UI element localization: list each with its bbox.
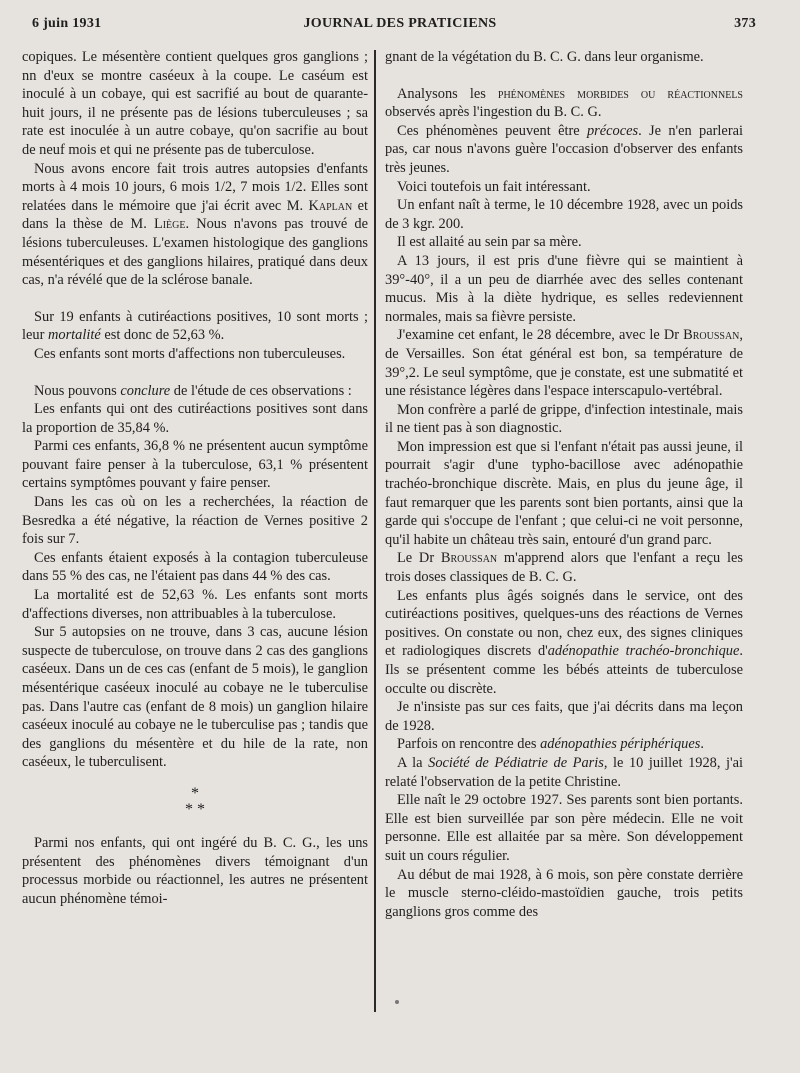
header-journal-title: JOURNAL DES PRATICIENS: [303, 16, 497, 31]
paragraph: Voici toutefois un fait intéressant.: [397, 178, 591, 195]
paragraph: copiques. Le mésentère contient quelques gros ganglions ; nn d'eux se montre caséeux à la coupe. Le caséum est inoculé à un cobaye, qui est sacrifié au bout de quarante-huit jours, il ne présente pas de lésions tuberculeuses ; sa rate est inoculée à un autre cobaye, qu'on sacrifie au bout de neuf mois et qui ne présente pas de tuberculose.: [22, 49, 368, 158]
emphasis: mortalité: [47, 327, 101, 344]
paragraph: J'examine cet enfant, le 28 décembre, avec le Dr Broussan, de Versailles. Son état général est bon, sa température de 39°,2. Le seul symptôme, que je constate, est une submatité et une résistance légères dans l'espace interscapulo-vertébral.: [385, 327, 743, 400]
print-speck: [395, 1000, 399, 1004]
spacer: [22, 364, 368, 382]
spacer: [385, 67, 743, 85]
header-date: 6 juin 1931: [32, 16, 102, 31]
paragraph: Analysons les phénomènes morbides ou réactionnels observés après l'ingestion du B. C. G.: [385, 85, 743, 121]
paragraph: gnant de la végétation du B. C. G. dans leur organisme.: [385, 49, 704, 65]
section-heading-inline: phénomènes morbides ou réactionnels: [497, 85, 743, 102]
paragraph: Au début de mai 1928, à 6 mois, son père constate derrière le muscle sterno-cléido-mastoïdien gauche, trois petits ganglions gros comme des: [385, 866, 743, 920]
paragraph: A 13 jours, il est pris d'une fièvre qui se maintient à 39°-40°, il a un peu de diarrhée avec des selles contenant mucus. Mis à la diète hydrique, es selles redeviennent normales, mais sa fièvre persiste.: [385, 252, 743, 325]
emphasis: adénopathie trachéo-bronchique: [547, 643, 740, 660]
left-column: [22, 48, 368, 908]
section-separator: [22, 786, 368, 818]
separator-stars: * *: [185, 800, 205, 818]
right-column: [385, 48, 743, 921]
paragraph: Parmi ces enfants, 36,8 % ne présentent aucun symptôme pouvant faire penser à la tuberculose, 63,1 % présentent certains symptômes pouvant y faire penser.: [22, 438, 368, 492]
paragraph: Parfois on rencontre des adénopathies périphériques.: [397, 736, 704, 753]
paragraph: Sur 5 autopsies on ne trouve, dans 3 cas, aucune lésion suspecte de tuberculose, on trouve dans 2 cas des ganglions caséeux. Dans un de ces cas (enfant de 5 mois), le ganglion mésentérique caséeux inoculé au cobaye ne le tuberculise pas. Dans l'autre cas (enfant de 8 mois) un ganglion hilaire caséeux inoculé au cobaye ne le tuberculise pas ; tandis que des ganglions du mésentère et du hile de la rate, non caséeux, le tuberculisent.: [22, 624, 368, 771]
separator-star: *: [191, 784, 199, 802]
doctor-name: Broussan: [440, 550, 498, 567]
paragraph: Mon confrère a parlé de grippe, d'infection intestinale, mais il ne tient pas à son diagnostic.: [385, 401, 743, 437]
column-divider: [374, 50, 376, 1012]
paragraph: Parmi nos enfants, qui ont ingéré du B. C. G., les uns présentent des phénomènes divers témoignant d'un processus morbide ou réactionnel, les autres ne présentent aucun phénomène témoi-: [22, 834, 368, 907]
paragraph: Les enfants plus âgés soignés dans le service, ont des cutiréactions positives, quelques-uns des réactions de Vernes positives. On constate ou non, chez eux, des signes cliniques et radiologiques discrets d'adénopathie trachéo-bronchique. Ils se présentent comme les bébés atteints de tuberculose occulte ou discrète.: [385, 587, 743, 697]
emphasis: conclure: [120, 382, 171, 399]
doctor-name: Broussan: [683, 327, 740, 344]
paragraph: Nous pouvons conclure de l'étude de ces observations :: [34, 382, 352, 399]
emphasis: Société de Pédiatrie de Paris: [428, 754, 604, 771]
paragraph: Ces enfants étaient exposés à la contagion tuberculeuse dans 55 % des cas, ne l'étaient pas dans 44 % des cas.: [22, 549, 368, 585]
emphasis: adénopathies périphériques: [540, 736, 701, 753]
paragraph: Dans les cas où on les a recherchées, la réaction de Besredka a été négative, la réaction de Vernes positive 2 fois sur 7.: [22, 494, 368, 548]
paragraph: Nous avons encore fait trois autres autopsies d'enfants morts à 4 mois 10 jours, 6 mois 1/2, 7 mois 1/2. Elles sont relatées dans le mémoire que j'ai écrit avec M. Kaplan et dans la thèse de M. Liège. Nous n'avons pas trouvé de lésions tuberculeuses. L'examen histologique des ganglions mésentériques et des ganglions hilaires, pratiqué dans deux cas, n'a révélé que de la sclérose banale.: [22, 160, 369, 289]
paragraph: Sur 19 enfants à cutiréactions positives, 10 sont morts ; leur mortalité est donc de 52,63 %.: [22, 308, 368, 344]
paragraph: Il est allaité au sein par sa mère.: [397, 234, 582, 251]
paragraph: Ces enfants sont morts d'affections non tuberculeuses.: [34, 345, 346, 362]
paragraph: A la Société de Pédiatrie de Paris, le 10 juillet 1928, j'ai relaté l'observation de la petite Christine.: [385, 754, 744, 790]
emphasis: précoces: [586, 122, 639, 139]
author-name: Liège: [153, 216, 186, 233]
paragraph: La mortalité est de 52,63 %. Les enfants sont morts d'affections diverses, non attribuables à la tuberculose.: [22, 587, 368, 622]
page-header: [0, 14, 800, 42]
paragraph: Le Dr Broussan m'apprend alors que l'enfant a reçu les trois doses classiques de B. C. G.: [385, 550, 743, 586]
author-name: Kaplan: [308, 197, 353, 214]
paragraph: Je n'insiste pas sur ces faits, que j'ai décrits dans ma leçon de 1928.: [385, 699, 743, 734]
spacer: [22, 290, 368, 308]
paragraph: Ces phénomènes peuvent être précoces. Je n'en parlerai pas, car nous n'avons guère l'occasion d'observer des enfants très jeunes.: [385, 122, 743, 176]
paragraph: Elle naît le 29 octobre 1927. Ses parents sont bien portants. Elle est bien surveillée par son père médecin. Elle ne voit personne. Elle est allaitée par sa mère. Son développement suit un cours régulier.: [385, 792, 743, 864]
header-page-number: 373: [734, 16, 756, 31]
paragraph: Les enfants qui ont des cutiréactions positives sont dans la proportion de 35,84 %.: [22, 401, 368, 436]
paragraph: Mon impression est que si l'enfant n'était pas aussi jeune, il pourrait s'agir d'une typho-bacillose avec adénopathie trachéo-bronchique discrète. Mais, en plus du jeune âge, il faut remarquer que les parents sont bien portants, ainsi que la garde qui s'occupe de l'enfant ; que celui-ci ne voit personne, qu'il habite un château très sain, entouré d'un grand parc.: [385, 438, 743, 548]
paragraph: Un enfant naît à terme, le 10 décembre 1928, avec un poids de 3 kgr. 200.: [385, 197, 743, 232]
